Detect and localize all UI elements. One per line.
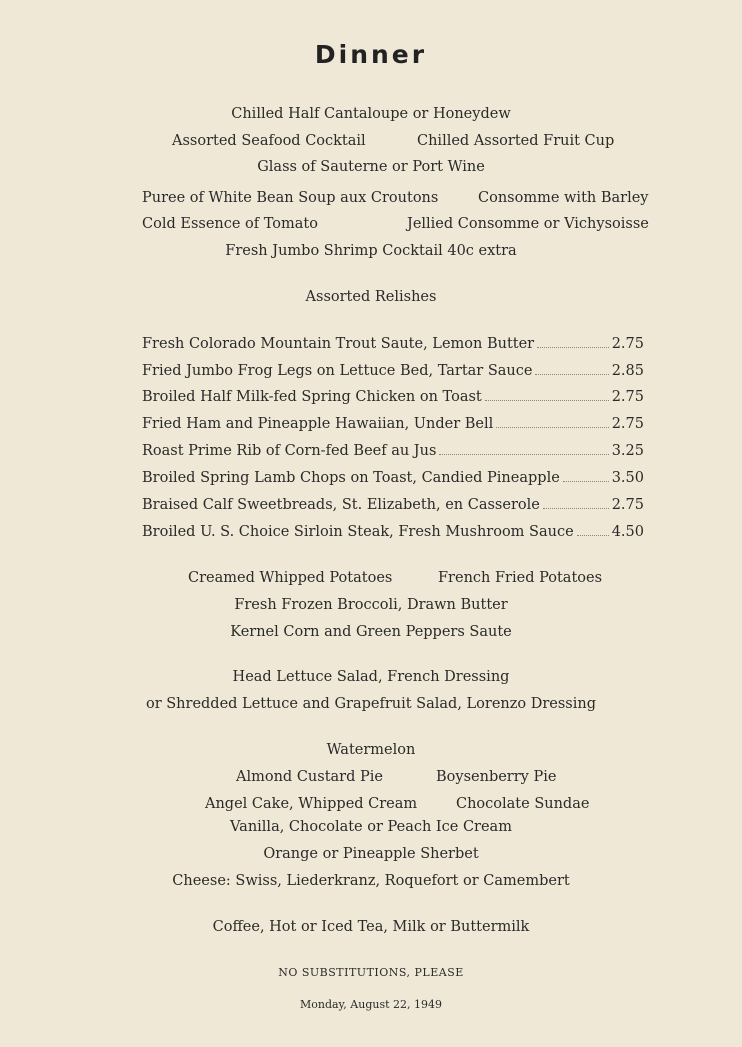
no-substitutions-notice: NO SUBSTITUTIONS, PLEASE [278,966,464,979]
dot-leader [537,335,609,348]
veg-whipped-potatoes: Creamed Whipped Potatoes [188,570,393,586]
soup-consomme-barley: Consomme with Barley [478,190,649,206]
entree-price: 2.85 [611,363,644,379]
dot-leader [563,469,609,482]
entree-item [142,496,644,514]
dessert-chocolate-sundae: Chocolate Sundae [456,796,590,812]
entree-price: 3.50 [611,470,644,486]
dessert-almond-pie: Almond Custard Pie [236,769,383,785]
entree-name: Fried Jumbo Frog Legs on Lettuce Bed, Tartar Sauce [142,363,533,379]
menu-title: Dinner [314,40,428,69]
dot-leader [439,442,608,455]
veg-french-fried: French Fried Potatoes [438,570,603,586]
dot-leader [535,362,608,375]
entree-item [142,442,644,460]
soup-jellied-consomme: Jellied Consomme or Vichysoisse [407,216,649,232]
entree-price: 3.25 [611,443,644,459]
dessert-ice-cream: Vanilla, Chocolate or Peach Ice Cream [230,819,512,835]
soup-white-bean: Puree of White Bean Soup aux Croutons [142,190,439,206]
dot-leader [543,496,609,509]
entree-item [142,362,644,380]
shrimp-cocktail-extra: Fresh Jumbo Shrimp Cocktail 40c extra [225,243,517,259]
entree-price: 2.75 [611,389,644,405]
salad-grapefruit: or Shredded Lettuce and Grapefruit Salad, Lorenzo Dressing [145,696,597,712]
appetizer-cantaloupe: Chilled Half Cantaloupe or Honeydew [231,106,511,122]
dessert-sherbet: Orange or Pineapple Sherbet [263,846,479,862]
dessert-boysenberry-pie: Boysenberry Pie [436,769,557,785]
entree-name: Fresh Colorado Mountain Trout Saute, Lemon Butter [142,336,535,352]
entree-item [142,415,644,433]
entree-name: Roast Prime Rib of Corn-fed Beef au Jus [142,443,437,459]
appetizer-fruit-cup: Chilled Assorted Fruit Cup [417,133,615,149]
entree-price: 4.50 [611,524,644,540]
dessert-angel-cake: Angel Cake, Whipped Cream [205,796,418,812]
dot-leader [577,523,609,536]
relishes: Assorted Relishes [305,289,437,305]
entree-price: 2.75 [611,336,644,352]
entree-price: 2.75 [611,416,644,432]
entree-name: Broiled Half Milk-fed Spring Chicken on Toast [142,389,482,405]
entree-price: 2.75 [611,497,644,513]
entree-name: Broiled U. S. Choice Sirloin Steak, Fresh Mushroom Sauce [142,524,574,540]
appetizer-seafood-cocktail: Assorted Seafood Cocktail [172,133,366,149]
appetizer-wine: Glass of Sauterne or Port Wine [257,159,485,175]
entree-item [142,335,644,353]
entree-item [142,469,644,487]
dessert-cheese: Cheese: Swiss, Liederkranz, Roquefort or Camembert [172,873,570,889]
entree-name: Braised Calf Sweetbreads, St. Elizabeth, en Casserole [142,497,540,513]
veg-broccoli: Fresh Frozen Broccoli, Drawn Butter [234,597,508,613]
dot-leader [485,388,609,401]
salad-head-lettuce: Head Lettuce Salad, French Dressing [232,669,510,685]
soup-essence-tomato: Cold Essence of Tomato [142,216,318,232]
menu-date: Monday, August 22, 1949 [299,998,443,1011]
dot-leader [496,415,608,428]
beverages: Coffee, Hot or Iced Tea, Milk or Buttermilk [212,919,530,935]
entree-name: Broiled Spring Lamb Chops on Toast, Candied Pineapple [142,470,560,486]
entree-name: Fried Ham and Pineapple Hawaiian, Under Bell [142,416,494,432]
veg-corn: Kernel Corn and Green Peppers Saute [230,624,512,640]
entree-item [142,388,644,406]
entree-item [142,523,644,541]
dessert-watermelon: Watermelon [326,742,416,758]
